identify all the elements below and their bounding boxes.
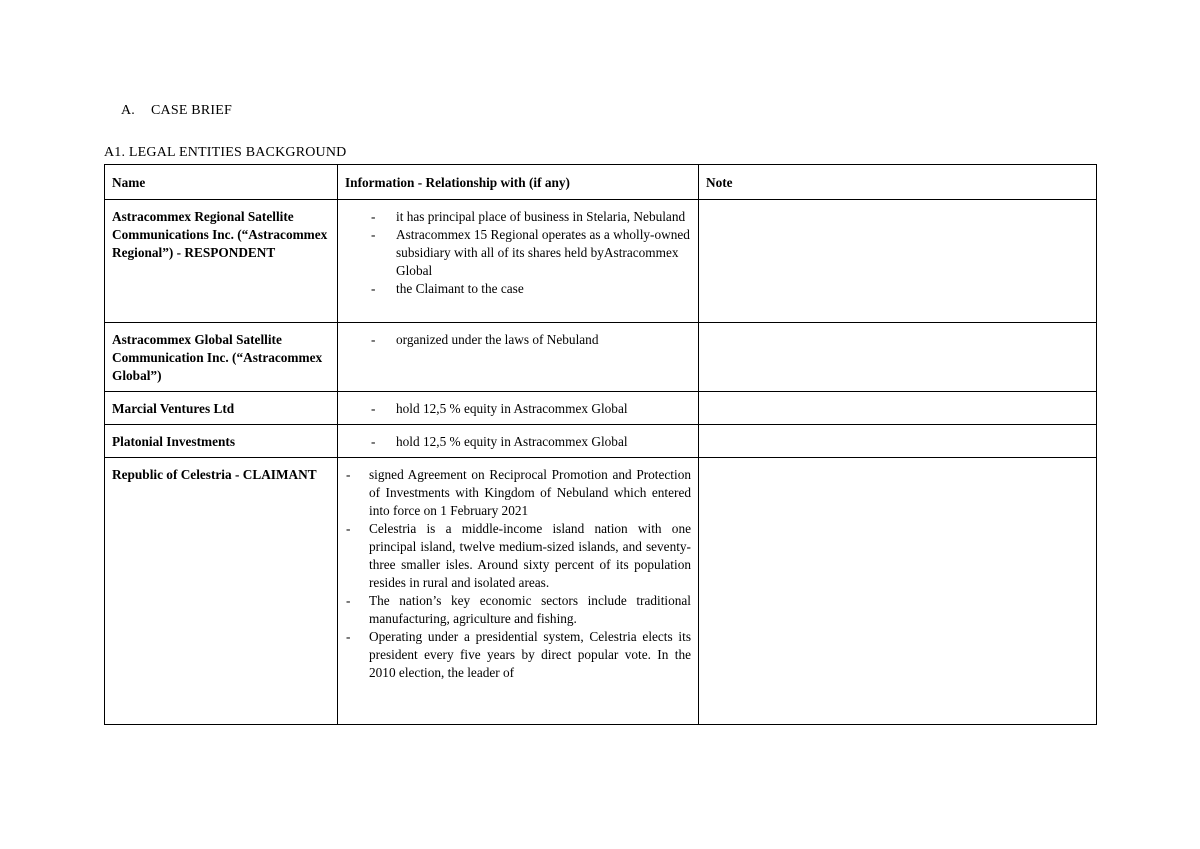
list-item: - it has principal place of business in Stelaria, Nebuland xyxy=(345,208,691,226)
table-row xyxy=(105,323,1097,392)
list-item: - Astracommex 15 Regional operates as a wholly-owned subsidiary with all of its shares held byAstracommex Global xyxy=(345,226,691,280)
info-list xyxy=(345,433,691,451)
info-list xyxy=(345,400,691,418)
entity-name-cell: Astracommex Regional Satellite Communications Inc. (“Astracommex Regional”) - RESPONDENT xyxy=(105,200,338,323)
section-title: CASE BRIEF xyxy=(151,103,232,118)
entity-name-cell: Marcial Ventures Ltd xyxy=(105,392,338,425)
entity-note-cell xyxy=(699,323,1097,392)
entity-name-cell: Astracommex Global Satellite Communication Inc. (“Astracommex Global”) xyxy=(105,323,338,392)
list-item: - Operating under a presidential system, Celestria elects its president every five years by direct popular vote. In the 2010 election, the leader of xyxy=(345,628,691,682)
list-item: - organized under the laws of Nebuland xyxy=(345,331,691,349)
entity-info-cell xyxy=(338,323,699,392)
list-item: - signed Agreement on Reciprocal Promotion and Protection of Investments with Kingdom of Nebuland which entered into force on 1 February 2021 xyxy=(345,466,691,520)
section-heading xyxy=(121,103,232,119)
table-row xyxy=(105,200,1097,323)
header-note: Note xyxy=(699,165,1097,200)
list-item: - The nation’s key economic sectors include traditional manufacturing, agriculture and fishing. xyxy=(345,592,691,628)
table-row xyxy=(105,458,1097,725)
info-list xyxy=(345,208,691,298)
entity-name-cell: Republic of Celestria - CLAIMANT xyxy=(105,458,338,725)
entity-info-cell xyxy=(338,392,699,425)
header-info: Information - Relationship with (if any) xyxy=(338,165,699,200)
list-item: - the Claimant to the case xyxy=(345,280,691,298)
entity-name-cell: Platonial Investments xyxy=(105,425,338,458)
section-marker: A. xyxy=(121,103,136,118)
list-item: - Celestria is a middle-income island nation with one principal island, twelve medium-sized islands, and seventy-three smaller isles. Around sixty percent of its population resides in rural and isolated areas. xyxy=(345,520,691,592)
table-row xyxy=(105,425,1097,458)
entity-info-cell xyxy=(338,200,699,323)
entity-note-cell xyxy=(699,392,1097,425)
list-item: - hold 12,5 % equity in Astracommex Global xyxy=(345,400,691,418)
table-header-row xyxy=(105,165,1097,200)
list-item: - hold 12,5 % equity in Astracommex Global xyxy=(345,433,691,451)
info-clip xyxy=(345,466,691,718)
entity-note-cell xyxy=(699,425,1097,458)
entity-note-cell xyxy=(699,200,1097,323)
table-row xyxy=(105,392,1097,425)
entity-info-cell xyxy=(338,458,699,725)
entity-info-cell xyxy=(338,425,699,458)
header-name: Name xyxy=(105,165,338,200)
info-list xyxy=(345,331,691,349)
subsection-heading: A1. LEGAL ENTITIES BACKGROUND xyxy=(104,145,347,160)
entity-note-cell xyxy=(699,458,1097,725)
legal-entities-table xyxy=(104,164,1097,725)
info-list xyxy=(345,466,691,682)
